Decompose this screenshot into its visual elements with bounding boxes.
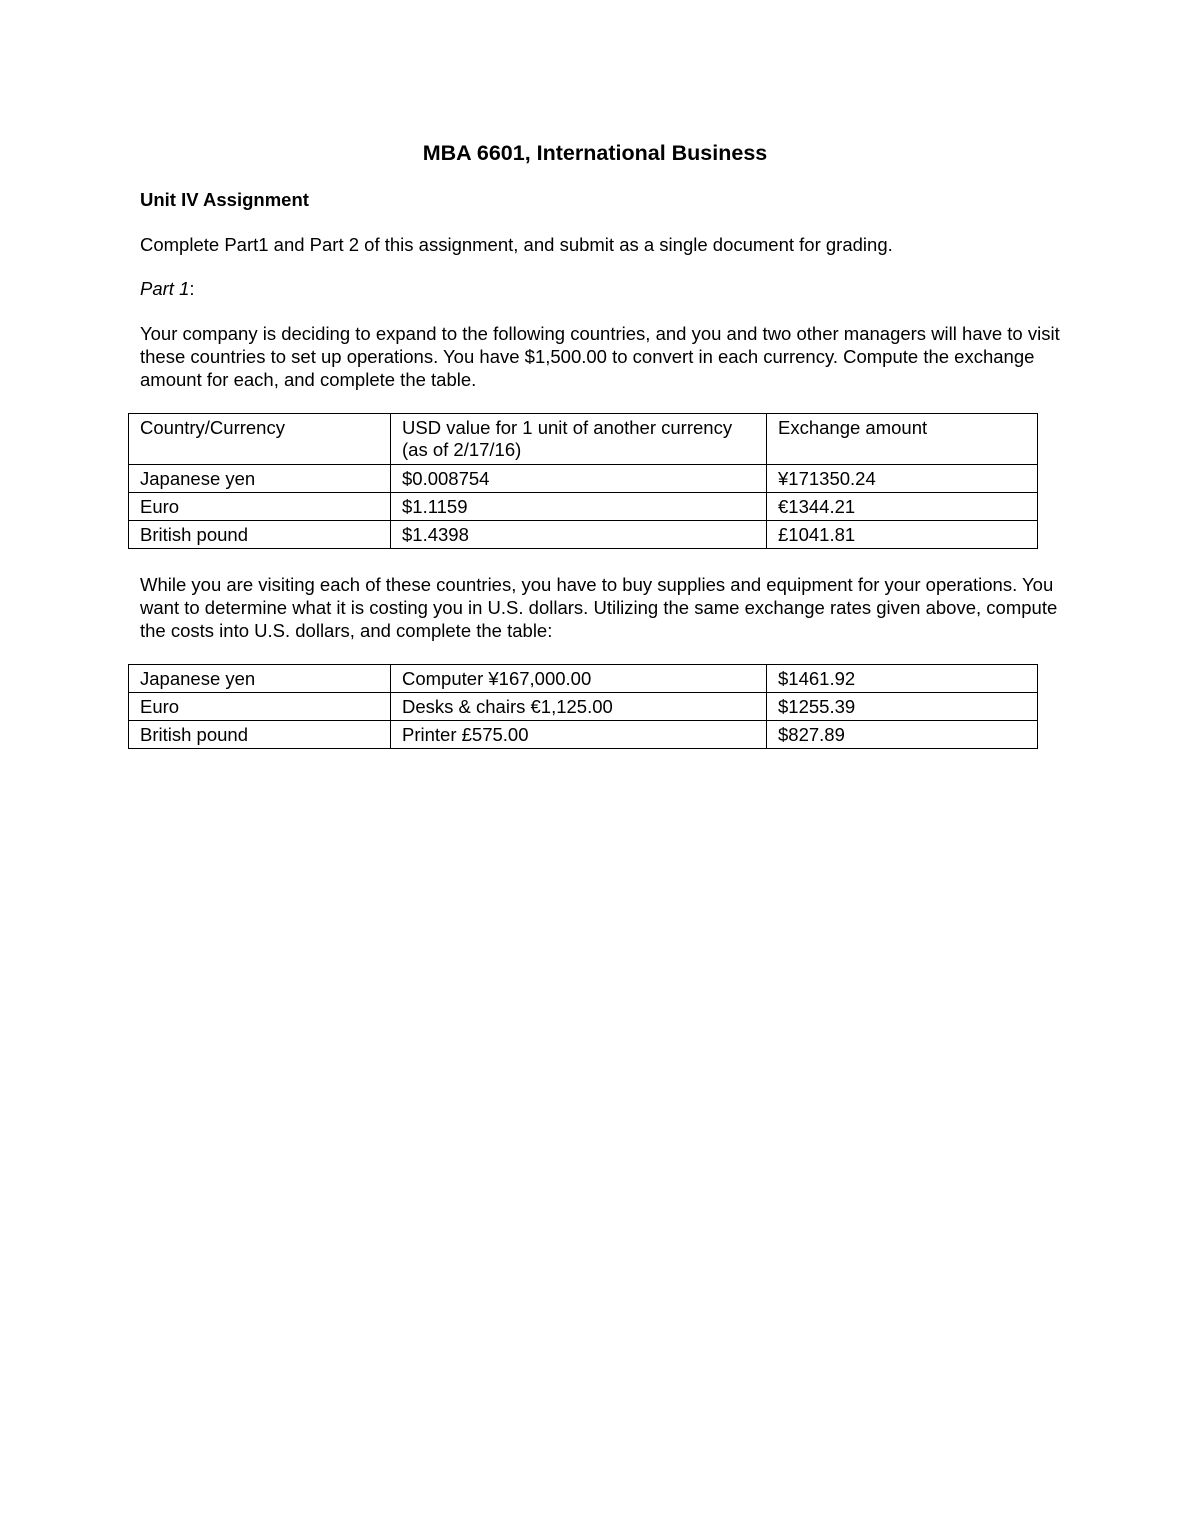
- intro-paragraph: Complete Part1 and Part 2 of this assignment, and submit as a single document for grading.: [140, 234, 893, 255]
- table-cell: Euro: [129, 693, 391, 721]
- table-cell: Euro: [129, 493, 391, 521]
- table-cell: $0.008754: [391, 465, 767, 493]
- table-cell: £1041.81: [767, 521, 1038, 549]
- part-1-label: Part 1: [140, 278, 190, 299]
- table-cell: Printer £575.00: [391, 721, 767, 749]
- table-cell: $1461.92: [767, 665, 1038, 693]
- table-row: [129, 521, 1038, 549]
- page-title: MBA 6601, International Business: [422, 141, 768, 165]
- table-row: [129, 465, 1038, 493]
- table-cell: Japanese yen: [129, 465, 391, 493]
- assignment-subtitle: Unit IV Assignment: [140, 189, 309, 210]
- table-cell: ¥171350.24: [767, 465, 1038, 493]
- table-cell: Desks & chairs €1,125.00: [391, 693, 767, 721]
- table-cell: $1.1159: [391, 493, 767, 521]
- header-cell: Exchange amount: [767, 414, 1038, 465]
- table-row: [129, 721, 1038, 749]
- part-1-colon: :: [189, 278, 195, 299]
- table-cell: Computer ¥167,000.00: [391, 665, 767, 693]
- table-cell: $1255.39: [767, 693, 1038, 721]
- header-cell: Country/Currency: [129, 414, 391, 465]
- part-1-cost-instructions: While you are visiting each of these countries, you have to buy supplies and equipment for your operations. You want to determine what it is costing you in U.S. dollars. Utilizing the same exchange rates given above, compute the costs into U.S. dollars, and complete the table:: [140, 574, 1058, 641]
- table-cell: $1.4398: [391, 521, 767, 549]
- table-cell: $827.89: [767, 721, 1038, 749]
- table-cell: British pound: [129, 721, 391, 749]
- cost-table: [128, 664, 1038, 749]
- exchange-table: [128, 413, 1038, 549]
- table-header-row: [129, 414, 1038, 465]
- table-cell: British pound: [129, 521, 391, 549]
- part-1-instructions: Your company is deciding to expand to the following countries, and you and two other managers will have to visit these countries to set up operations. You have $1,500.00 to convert in each currency. Compute the exchange amount for each, and complete the table.: [140, 323, 1060, 390]
- header-cell: USD value for 1 unit of another currency (as of 2/17/16): [391, 414, 767, 465]
- table-cell: Japanese yen: [129, 665, 391, 693]
- table-row: [129, 493, 1038, 521]
- table-row: [129, 665, 1038, 693]
- part-1-heading: [140, 277, 1060, 300]
- table-row: [129, 693, 1038, 721]
- table-cell: €1344.21: [767, 493, 1038, 521]
